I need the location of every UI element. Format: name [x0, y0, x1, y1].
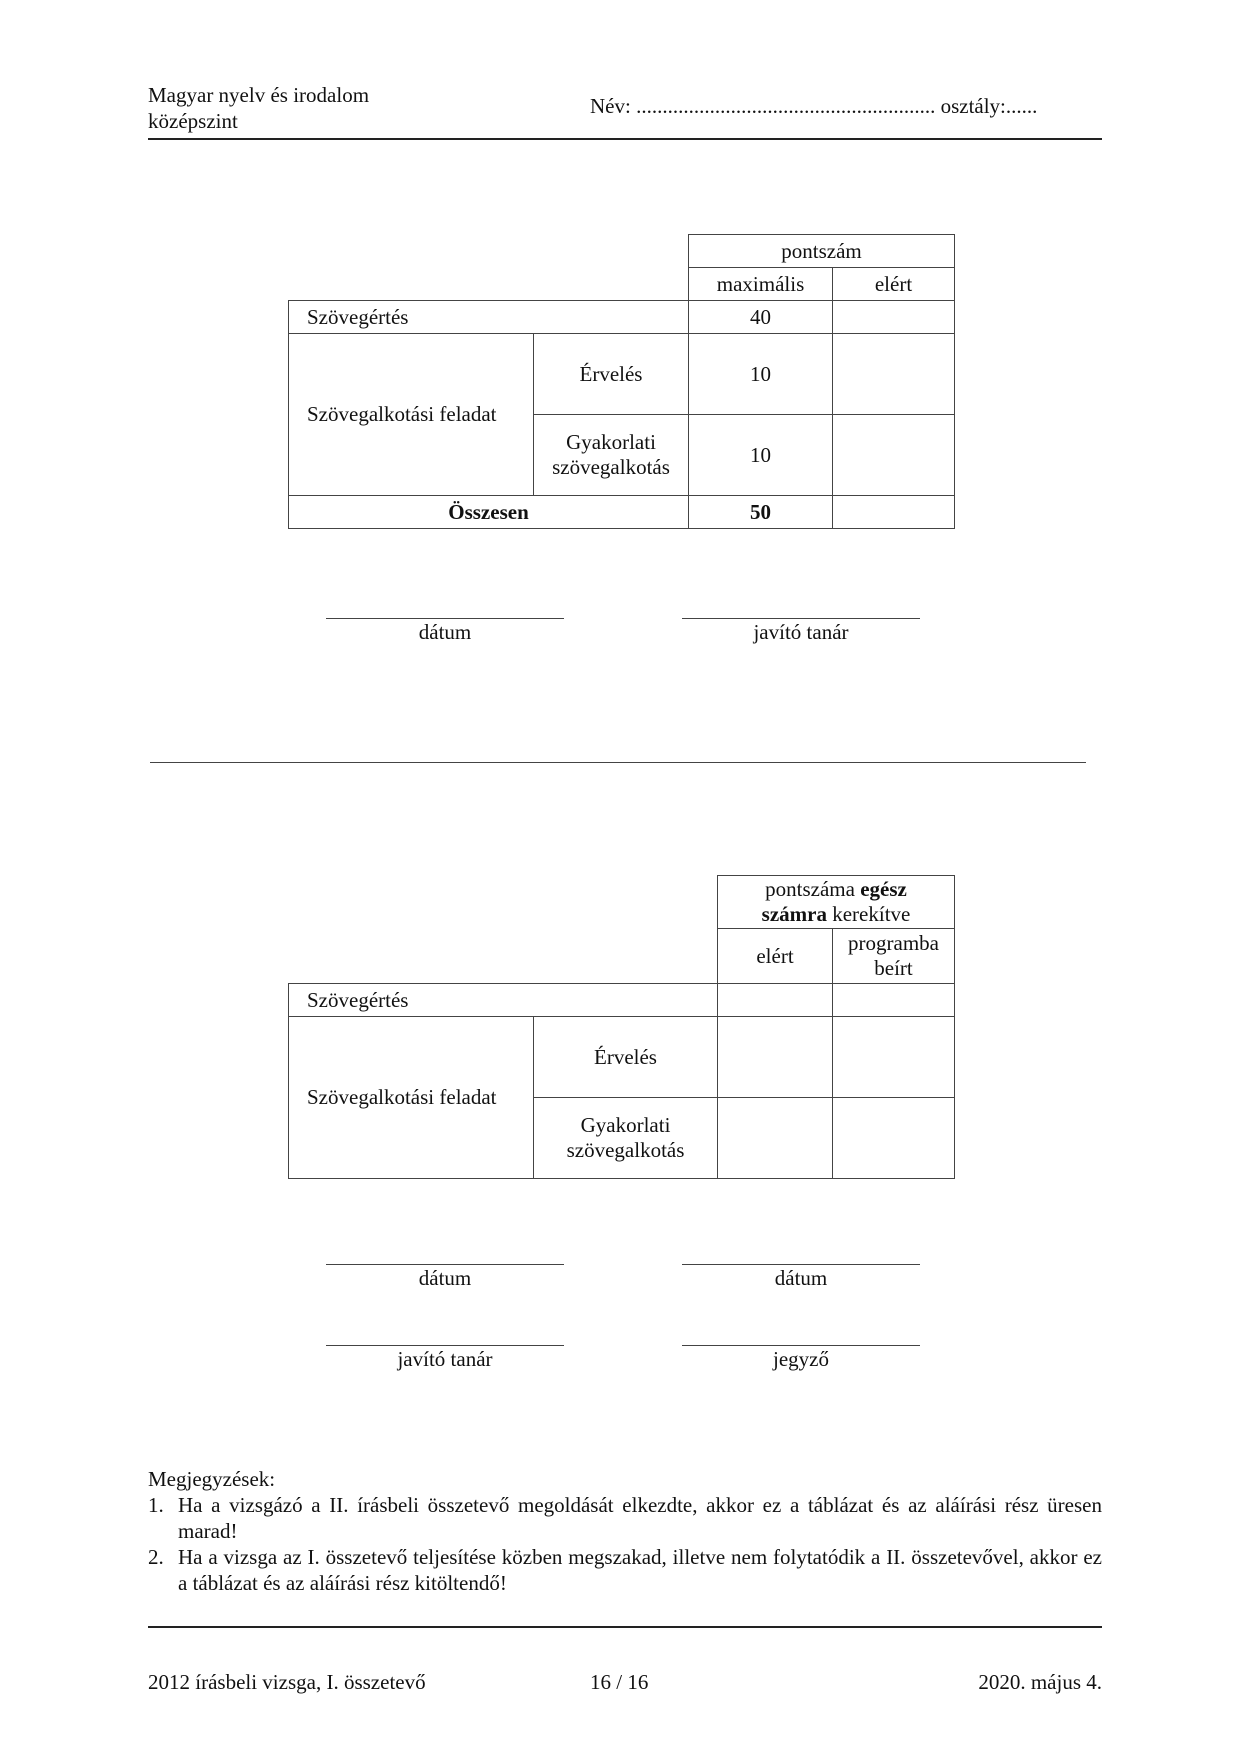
signature-notary-label: jegyző: [773, 1347, 829, 1371]
table2-erveles-achieved-cell: [718, 1017, 833, 1098]
table1-row-total: Összesen: [289, 496, 689, 529]
table2-szovegertes-program-cell: [833, 984, 955, 1017]
footer-page-number: 16 / 16: [590, 1670, 649, 1694]
table2-row-szovegertes: Szövegértés: [289, 984, 718, 1017]
header-level: középszint: [148, 109, 238, 133]
table1-gyakorlati-line1: Gyakorlati: [566, 430, 656, 454]
table1-gyakorlati-max: 10: [689, 415, 833, 496]
notes-title: Megjegyzések:: [148, 1467, 276, 1491]
signature-line: [326, 1264, 564, 1265]
table1-group-header: pontszám: [689, 235, 955, 268]
table2-group-header: [718, 876, 955, 929]
note-number: 2.: [148, 1545, 164, 1569]
header-subject-block: [148, 82, 369, 134]
table2-header-text-2: kerekítve: [826, 902, 911, 926]
table2-gyakorlati-line1: Gyakorlati: [580, 1113, 671, 1137]
signature-date-2-left: [326, 1264, 564, 1291]
table1-szovegertes-max: 40: [689, 301, 833, 334]
signature-line: [326, 618, 564, 619]
table1-erveles-max: 10: [689, 334, 833, 415]
score-table-points: [288, 234, 955, 529]
signature-date-label: dátum: [418, 1266, 472, 1290]
signature-date-label: dátum: [774, 1266, 828, 1290]
table2-col-achieved: elért: [718, 929, 833, 984]
table2-gyakorlati-program-cell: [833, 1098, 955, 1179]
signature-teacher-label: javító tanár: [753, 620, 849, 644]
header-subject: Magyar nyelv és irodalom: [148, 83, 370, 107]
table2-gyakorlati-achieved-cell: [718, 1098, 833, 1179]
table1-gyakorlati-line2: szövegalkotás: [552, 455, 670, 479]
signature-teacher-2: [326, 1345, 564, 1372]
table1-gyakorlati-achieved-cell: [833, 415, 955, 496]
section-divider: [150, 762, 1086, 763]
signature-date-1: [326, 618, 564, 645]
note-item: [148, 1492, 1102, 1544]
note-number: 1.: [148, 1493, 164, 1517]
table1-szovegertes-achieved-cell: [833, 301, 955, 334]
table2-row-gyakorlati: [534, 1098, 718, 1179]
footer-date: 2020. május 4.: [978, 1670, 1102, 1694]
table1-total-max: 50: [689, 496, 833, 529]
footer-exam-label: 2012 írásbeli vizsga, I. összetevő: [148, 1670, 426, 1694]
signature-line: [326, 1345, 564, 1346]
table2-col-program-line1: programba: [848, 931, 939, 955]
signature-date-2-right: [682, 1264, 920, 1291]
signature-teacher-label: javító tanár: [397, 1347, 493, 1371]
table2-erveles-program-cell: [833, 1017, 955, 1098]
header-name-field: Név: ......................................................... osztály:......: [590, 94, 1038, 118]
note-item: [148, 1544, 1102, 1596]
table1-erveles-achieved-cell: [833, 334, 955, 415]
signature-line: [682, 1264, 920, 1265]
table2-header-bold-1: egész: [860, 877, 907, 901]
table1-row-erveles: Érvelés: [534, 334, 689, 415]
table2-row-erveles: Érvelés: [534, 1017, 718, 1098]
table1-row-szovegertes: Szövegértés: [289, 301, 689, 334]
table1-col-achieved: elért: [833, 268, 955, 301]
note-text: Ha a vizsga az I. összetevő teljesítése közben megszakad, illetve nem folytatódik a II. összetevővel, akkor ez a táblázat és az aláírási rész kitöltendő!: [178, 1545, 1102, 1595]
header-rule: [148, 138, 1102, 140]
table1-col-max: maximális: [689, 268, 833, 301]
score-table-rounded: [288, 875, 955, 1179]
notes-list: [148, 1492, 1102, 1596]
table2-szovegertes-achieved-cell: [718, 984, 833, 1017]
table2-header-text-1: pontszáma: [765, 877, 861, 901]
table1-total-achieved-cell: [833, 496, 955, 529]
table2-row-task: Szövegalkotási feladat: [289, 1017, 534, 1179]
signature-date-label: dátum: [418, 620, 472, 644]
signature-teacher-1: [682, 618, 920, 645]
table2-col-program: [833, 929, 955, 984]
signature-line: [682, 1345, 920, 1346]
table1-row-task: Szövegalkotási feladat: [289, 334, 534, 496]
table2-gyakorlati-line2: szövegalkotás: [566, 1138, 685, 1162]
table1-row-gyakorlati: [534, 415, 689, 496]
footer-rule: [148, 1626, 1102, 1628]
table2-col-program-line2: beírt: [874, 956, 913, 980]
signature-line: [682, 618, 920, 619]
table2-header-bold-2: számra: [761, 902, 827, 926]
note-text: Ha a vizsgázó a II. írásbeli összetevő megoldását elkezdte, akkor ez a táblázat és az aláírási rész üresen marad!: [178, 1493, 1102, 1543]
signature-notary: [682, 1345, 920, 1372]
notes-section: [148, 1466, 1102, 1596]
